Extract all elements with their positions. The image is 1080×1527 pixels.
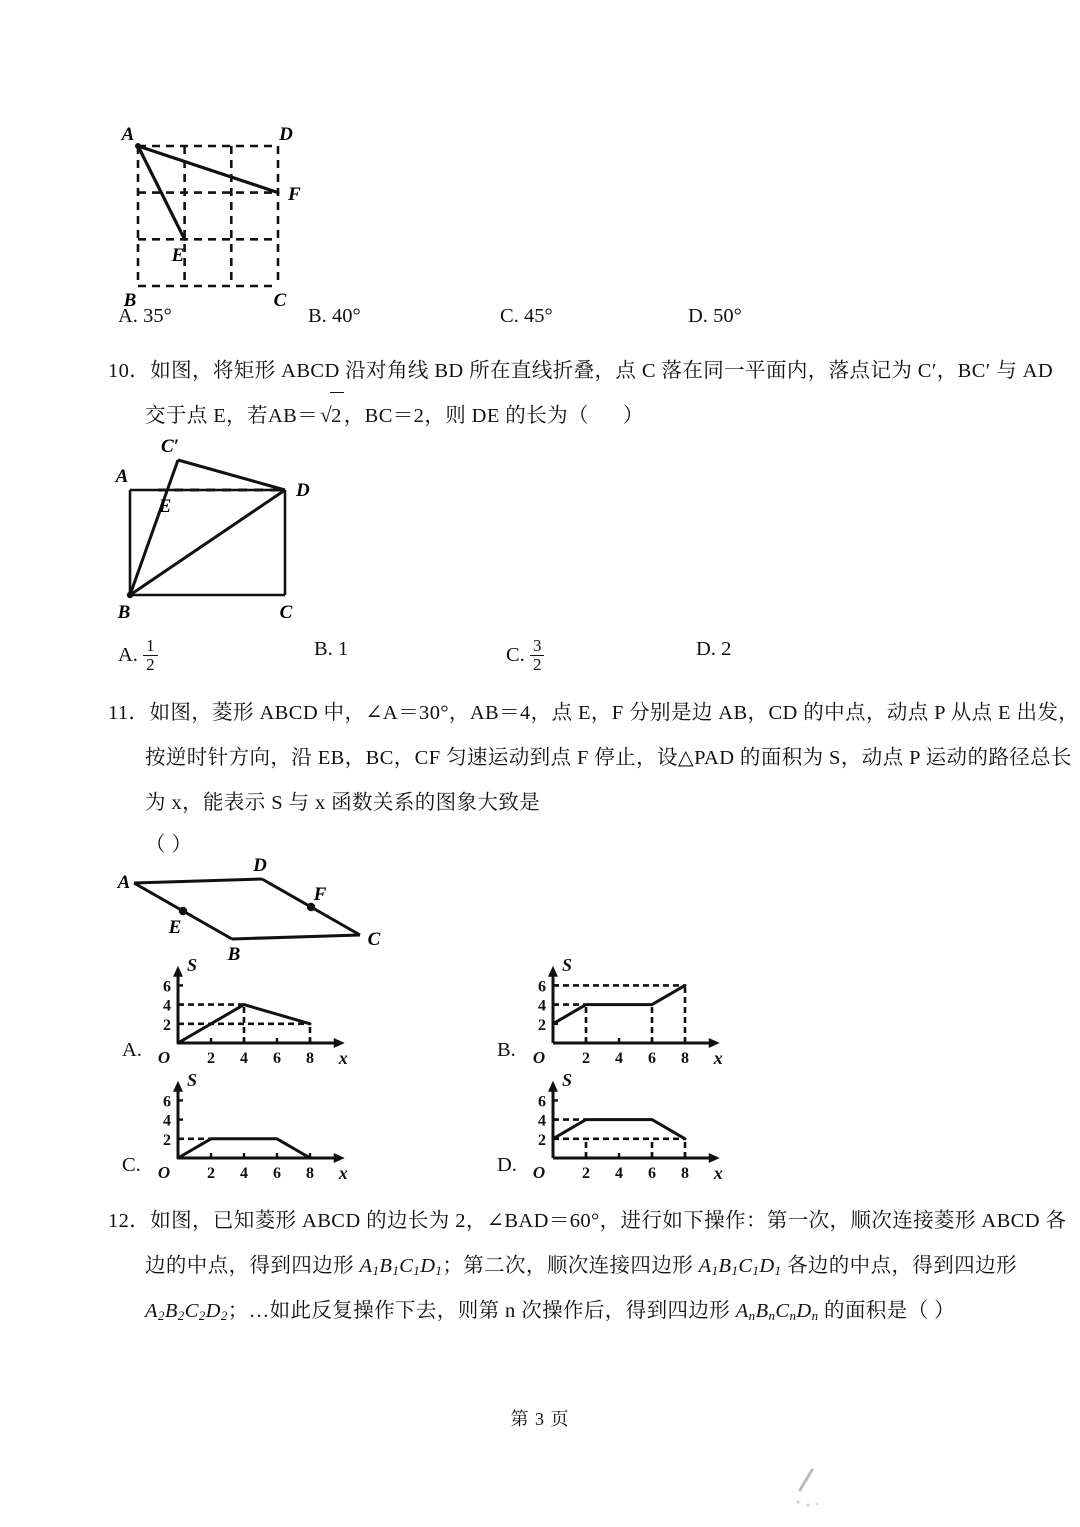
q10-label-C: C — [279, 602, 293, 623]
q10-option-c-label: C. — [506, 644, 525, 667]
svg-text:x: x — [713, 1048, 723, 1068]
q9-option-d-label: D. — [688, 305, 708, 327]
svg-text:4: 4 — [538, 997, 546, 1015]
svg-text:S: S — [187, 954, 198, 975]
q9-option-b-label: B. — [308, 305, 327, 327]
question11-text-1: 如图，菱形 ABCD 中，∠A＝30°，AB＝4，点 E，F 分别是边 AB，CD 的中点，动点 P 从点 E 出发， — [149, 702, 1080, 724]
q9-option-d[interactable] — [688, 305, 742, 328]
svg-text:6: 6 — [538, 978, 546, 996]
svg-text:8: 8 — [681, 1050, 689, 1067]
q9-option-a-value: 35° — [143, 305, 172, 327]
q11-midpoint-E — [179, 907, 187, 915]
question12-text-3a: ；…如此反复操作下去，则第 n 次操作后，得到四边形 — [227, 1300, 736, 1322]
scan-artifact — [782, 1458, 842, 1518]
question11-number: 11． — [108, 702, 150, 724]
question11-text-2: 按逆时针方向，沿 EB，BC，CF 匀速运动到点 F 停止，设△PAD 的面积为 S，动点 P 运动的路径总长 — [145, 747, 1072, 769]
svg-text:2: 2 — [582, 1050, 590, 1067]
q10-option-c-numerator: 3 — [530, 637, 545, 656]
svg-text:8: 8 — [306, 1050, 314, 1067]
svg-text:8: 8 — [306, 1165, 314, 1182]
question12-text-1: 如图，已知菱形 ABCD 的边长为 2，∠BAD＝60°，进行如下操作：第一次，顺次连接菱形 ABCD 各 — [150, 1210, 1067, 1232]
question10-text-2c: ） — [622, 405, 644, 427]
svg-text:2: 2 — [207, 1165, 215, 1182]
question12-line1 — [108, 1198, 1066, 1245]
svg-text:2: 2 — [207, 1050, 215, 1067]
svg-text:S: S — [562, 1069, 573, 1090]
svg-text:6: 6 — [163, 978, 171, 996]
svg-text:S: S — [187, 1069, 198, 1090]
svg-text:O: O — [157, 1048, 171, 1067]
q9-label-C: C — [273, 290, 287, 311]
q10-label-D: D — [296, 480, 310, 501]
q10-option-c[interactable] — [506, 638, 544, 675]
svg-text:2: 2 — [163, 1131, 171, 1149]
sqrt-symbol: √2 — [318, 392, 344, 440]
q11-label-D: D — [253, 855, 267, 876]
q9-option-b-value: 40° — [331, 305, 361, 327]
svg-text:8: 8 — [681, 1165, 689, 1182]
q11-option-d-label: D. — [497, 1154, 517, 1176]
svg-text:6: 6 — [648, 1165, 656, 1182]
question11-text-4: （ ） — [145, 834, 193, 856]
q10-option-c-denominator: 2 — [532, 654, 542, 674]
q9-option-a-label: A. — [118, 305, 138, 327]
q10-option-a[interactable] — [118, 638, 158, 675]
q9-option-c[interactable] — [500, 305, 553, 328]
q10-label-E: E — [158, 496, 172, 517]
q10-option-d-label: D. — [696, 638, 716, 660]
q9-label-E: E — [171, 245, 185, 266]
q10-label-Cprime: C′ — [160, 436, 180, 457]
question11-line1 — [108, 690, 1079, 737]
svg-text:x: x — [338, 1163, 348, 1183]
question11-figure — [112, 855, 412, 965]
question12-quad-1: $A_1B_1C_1D_1$ — [359, 1255, 443, 1278]
q10-option-a-label: A. — [118, 644, 138, 667]
svg-text:S: S — [562, 954, 573, 975]
q9-option-d-value: 50° — [713, 305, 742, 327]
question12-number: 12． — [108, 1210, 151, 1232]
page-number-text: 第 3 页 — [510, 1409, 570, 1429]
question11-graph-option-c[interactable] — [122, 1069, 422, 1192]
q11-option-c-label: C. — [122, 1154, 141, 1176]
q9-label-F: F — [288, 184, 301, 205]
question11-graph-option-b[interactable] — [497, 954, 797, 1077]
svg-text:4: 4 — [615, 1050, 623, 1067]
question10-line1 — [108, 348, 1053, 395]
q11-label-C: C — [367, 929, 381, 950]
question10-text-1: 如图，将矩形 ABCD 沿对角线 BD 所在直线折叠，点 C 落在同一平面内，落点记为 C′，BC′ 与 AD — [150, 360, 1054, 382]
q10-label-A: A — [115, 466, 129, 487]
svg-text:6: 6 — [538, 1093, 546, 1111]
svg-text:2: 2 — [163, 1016, 171, 1034]
q9-label-B: B — [123, 290, 137, 311]
svg-text:6: 6 — [273, 1050, 281, 1067]
q9-label-D: D — [279, 124, 293, 145]
question11-text-3: 为 x，能表示 S 与 x 函数关系的图象大致是 — [145, 792, 541, 814]
question12-text-2a: 边的中点，得到四边形 — [145, 1255, 360, 1277]
svg-text:2: 2 — [538, 1131, 546, 1149]
svg-text:6: 6 — [648, 1050, 656, 1067]
q10-option-b-value: 1 — [337, 638, 349, 660]
question9-figure — [118, 124, 418, 311]
question12-text-2c: 各边的中点，得到四边形 — [781, 1255, 1017, 1277]
q10-option-d-value: 2 — [721, 638, 732, 660]
q9-option-a[interactable] — [118, 305, 172, 328]
q11-label-B: B — [227, 944, 241, 965]
question12-line2 — [145, 1243, 1017, 1294]
question12-quad-2: $A_1B_1C_1D_1$ — [698, 1255, 782, 1278]
q11-label-E: E — [168, 917, 182, 938]
question12-quad-n: $A_nB_nC_nD_n$ — [735, 1300, 819, 1323]
question10-number: 10． — [108, 360, 151, 382]
svg-text:O: O — [157, 1163, 171, 1182]
svg-text:4: 4 — [240, 1165, 248, 1182]
svg-text:4: 4 — [163, 1112, 171, 1130]
q11-label-F: F — [313, 884, 327, 905]
q11-label-A: A — [117, 872, 131, 893]
svg-text:x: x — [338, 1048, 348, 1068]
page-footer — [0, 1405, 1080, 1431]
question12-quad-3: $A_2B_2C_2D_2$ — [145, 1300, 228, 1323]
q10-option-b[interactable] — [314, 638, 348, 661]
question12-text-3b: 的面积是（ ） — [818, 1300, 955, 1322]
q9-option-c-value: 45° — [523, 305, 553, 327]
svg-text:4: 4 — [240, 1050, 248, 1067]
svg-text:2: 2 — [582, 1165, 590, 1182]
question11-graph-option-d[interactable] — [497, 1069, 797, 1192]
q10-option-a-fraction — [143, 637, 158, 674]
question12-text-2b: ；第二次，顺次连接四边形 — [442, 1255, 699, 1277]
q10-option-b-label: B. — [314, 638, 333, 660]
q11-option-b-label: B. — [497, 1039, 516, 1061]
question10-text-2a: 交于点 E，若AB＝ — [145, 405, 319, 427]
svg-text:4: 4 — [615, 1165, 623, 1182]
question11-graph-option-a[interactable] — [122, 954, 422, 1077]
question12-line3 — [145, 1288, 955, 1339]
q10-option-a-numerator: 1 — [143, 637, 158, 656]
svg-text:x: x — [713, 1163, 723, 1183]
svg-text:6: 6 — [273, 1165, 281, 1182]
q10-option-a-denominator: 2 — [146, 654, 155, 674]
q11-option-a-label: A. — [122, 1039, 142, 1061]
question10-figure — [100, 432, 440, 627]
svg-text:4: 4 — [163, 997, 171, 1015]
q10-option-d[interactable] — [696, 638, 731, 661]
sqrt-value: 2 — [330, 392, 344, 440]
question11-line2 — [145, 735, 1072, 782]
question11-line3 — [145, 780, 540, 827]
q10-label-B: B — [117, 602, 131, 623]
q9-option-c-label: C. — [500, 305, 519, 327]
q9-label-A: A — [121, 124, 135, 145]
svg-text:6: 6 — [163, 1093, 171, 1111]
svg-text:4: 4 — [538, 1112, 546, 1130]
q10-option-c-fraction — [530, 637, 545, 674]
q9-option-b[interactable] — [308, 305, 361, 328]
svg-text:O: O — [532, 1163, 546, 1182]
svg-text:2: 2 — [538, 1016, 546, 1034]
svg-text:O: O — [532, 1048, 546, 1067]
question10-text-2b: ，BC＝2，则 DE 的长为（ — [343, 405, 589, 427]
